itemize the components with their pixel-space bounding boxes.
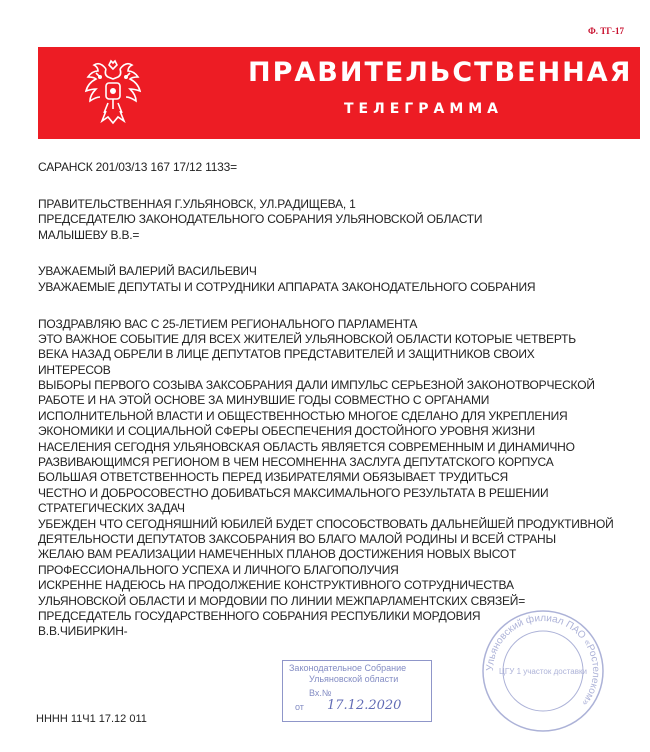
greeting-line: УВАЖАЕМЫЙ ВАЛЕРИЙ ВАСИЛЬЕВИЧ xyxy=(38,264,257,279)
body-line: ПРОФЕССИОНАЛЬНОГО УСПЕХА И ЛИЧНОГО БЛАГОПОЛУЧИЯ xyxy=(38,562,399,577)
received-stamp xyxy=(282,660,432,722)
banner-subtitle: ТЕЛЕГРАММА xyxy=(344,101,504,117)
stamp-line: Вх.№ xyxy=(309,688,332,698)
greeting-line: УВАЖАЕМЫЕ ДЕПУТАТЫ И СОТРУДНИКИ АППАРАТА ЗАКОНОДАТЕЛЬНОГО СОБРАНИЯ xyxy=(38,279,536,294)
body-line: УБЕЖДЕН ЧТО СЕГОДНЯШНИЙ ЮБИЛЕЙ БУДЕТ СПОСОБСТВОВАТЬ ДАЛЬНЕЙШЕЙ ПРОДУКТИВНОЙ xyxy=(38,516,614,531)
body-line: ДЕЯТЕЛЬНОСТИ ДЕПУТАТОВ ЗАКСОБРАНИЯ ВО БЛАГО МАЛОЙ РОДИНЫ И ВСЕЙ СТРАНЫ xyxy=(38,531,556,546)
body-line: РАБОТЕ И НА ЭТОЙ ОСНОВЕ ЗА МИНУВШИЕ ГОДЫ СОВМЕСТНО С ОРГАНАМИ xyxy=(38,393,490,408)
body-line: ПОЗДРАВЛЯЮ ВАС С 25-ЛЕТИЕМ РЕГИОНАЛЬНОГО ПАРЛАМЕНТА xyxy=(38,316,418,331)
stamp-line: от xyxy=(295,702,304,712)
telegram-text xyxy=(38,160,614,640)
body-line: ВЕКА НАЗАД ОБРЕЛИ В ЛИЦЕ ДЕПУТАТОВ ПРЕДСТАВИТЕЛЕЙ И ЗАЩИТНИКОВ СВОИХ xyxy=(38,347,535,362)
body-line: ЭКОНОМИКИ И СОЦИАЛЬНОЙ СФЕРЫ ОБЕСПЕЧЕНИЯ ДОСТОЙНОГО УРОВНЯ ЖИЗНИ xyxy=(38,424,535,439)
body-line: ИСКРЕННЕ НАДЕЮСЬ НА ПРОДОЛЖЕНИЕ КОНСТРУКТИВНОГО СОТРУДНИЧЕСТВА xyxy=(38,578,514,593)
form-code: Ф. ТГ-17 xyxy=(588,26,624,36)
body-line: УЛЬЯНОВСКОЙ ОБЛАСТИ И МОРДОВИИ ПО ЛИНИИ МЕЖПАРЛАМЕНТСКИХ СВЯЗЕЙ= xyxy=(38,593,526,608)
body-line: НАСЕЛЕНИЯ СЕГОДНЯ УЛЬЯНОВСКАЯ ОБЛАСТЬ ЯВЛЯЕТСЯ СОВРЕМЕННЫМ И ДИНАМИЧНО xyxy=(38,439,575,454)
body-line: СТРАТЕГИЧЕСКИХ ЗАДАЧ xyxy=(38,501,185,516)
body-line: ИСПОЛНИТЕЛЬНОЙ ВЛАСТИ И ОБЩЕСТВЕННОСТЬЮ МНОГОЕ СДЕЛАНО ДЛЯ УКРЕПЛЕНИЯ xyxy=(38,408,568,423)
address-line: ПРЕДСЕДАТЕЛЮ ЗАКОНОДАТЕЛЬНОГО СОБРАНИЯ УЛЬЯНОВСКОЙ ОБЛАСТИ xyxy=(38,212,483,227)
round-stamp-icon xyxy=(478,606,608,736)
telegram-banner xyxy=(38,47,640,139)
signature-title: ПРЕДСЕДАТЕЛЬ ГОСУДАРСТВЕННОГО СОБРАНИЯ РЕСПУБЛИКИ МОРДОВИЯ xyxy=(38,608,481,623)
round-stamp-ring-text: Ульяновский филиал ПАО «Ростелеком» xyxy=(484,612,602,708)
header-line: САРАНСК 201/03/13 167 17/12 1133= xyxy=(38,160,237,174)
footer-code: НННН 11Ч1 17.12 011 xyxy=(36,713,147,725)
address-line: ПРАВИТЕЛЬСТВЕННАЯ Г.УЛЬЯНОВСК, УЛ.РАДИЩЕВА, 1 xyxy=(38,196,356,211)
body-line: ВЫБОРЫ ПЕРВОГО СОЗЫВА ЗАКСОБРАНИЯ ДАЛИ ИМПУЛЬС СЕРЬЕЗНОЙ ЗАКОНОТВОРЧЕСКОЙ xyxy=(38,378,595,393)
double-headed-eagle-icon xyxy=(78,55,148,127)
body-line: ЧЕСТНО И ДОБРОСОВЕСТНО ДОБИВАТЬСЯ МАКСИМАЛЬНОГО РЕЗУЛЬТАТА В РЕШЕНИИ xyxy=(38,485,549,500)
body-line: ЭТО ВАЖНОЕ СОБЫТИЕ ДЛЯ ВСЕХ ЖИТЕЛЕЙ УЛЬЯНОВСКОЙ ОБЛАСТИ КОТОРЫЕ ЧЕТВЕРТЬ xyxy=(38,331,576,346)
banner-title: ПРАВИТЕЛЬСТВЕННАЯ xyxy=(248,57,633,88)
round-stamp-center: ЦГУ 1 участок доставки xyxy=(499,667,587,676)
body-line: БОЛЬШАЯ ОТВЕТСТВЕННОСТЬ ПЕРЕД ИЗБИРАТЕЛЯМИ ОБЯЗЫВАЕТ ТРУДИТЬСЯ xyxy=(38,470,509,485)
signature-name: В.В.ЧИБИРКИН- xyxy=(38,624,128,639)
stamp-line: Законодательное Собрание xyxy=(289,663,407,673)
stamp-line: Ульяновской области xyxy=(309,674,399,684)
body-line: РАЗВИВАЮЩИМСЯ РЕГИОНОМ В ЧЕМ НЕСОМНЕННА ЗАСЛУГА ДЕПУТАТСКОГО КОРПУСА xyxy=(38,455,554,470)
body-line: ИНТЕРЕСОВ xyxy=(38,362,111,377)
body-line: ЖЕЛАЮ ВАМ РЕАЛИЗАЦИИ НАМЕЧЕННЫХ ПЛАНОВ ДОСТИЖЕНИЯ НОВЫХ ВЫСОТ xyxy=(38,547,517,562)
stamp-date: 17.12.2020 xyxy=(327,698,402,713)
address-line: МАЛЫШЕВУ В.В.= xyxy=(38,227,140,242)
